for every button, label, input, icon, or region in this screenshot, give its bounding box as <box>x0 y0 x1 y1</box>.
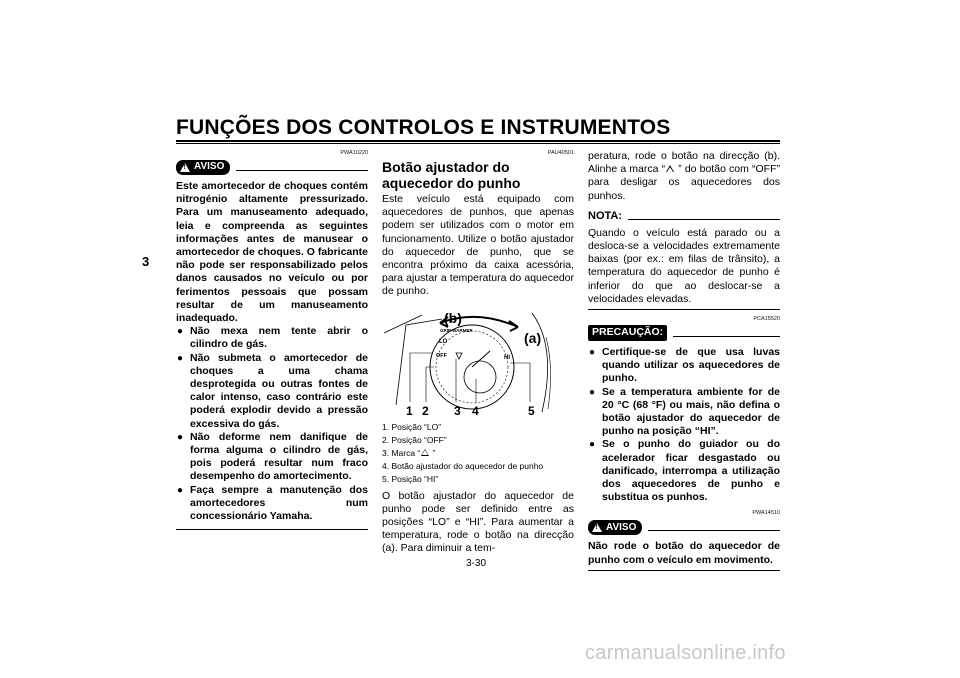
callout-1: 1 <box>406 403 413 417</box>
hi-text: HI <box>504 354 510 361</box>
rule <box>588 309 780 310</box>
rule <box>236 170 368 171</box>
precaution-bullet: ● Certifique-se de que usa luvas quando utilizar os aquecedores de punho. <box>588 346 780 386</box>
legend-item: 4. Botão ajustador do aquecedor de punho <box>382 460 544 471</box>
warning-bullet: ● Faça sempre a manutenção dos amortecedores num concessionário Yamaha. <box>176 484 368 524</box>
warning-bullet: ● Não submeta o amortecedor de choques a uma chama desprotegida ou outras fontes de calor intenso, caso contrário este poderá explodir devido a pressão excessiva do gás. <box>176 352 368 431</box>
precaution-badge: PRECAUÇÃO: <box>588 325 667 340</box>
column-notes <box>588 150 780 571</box>
off-text: OFF <box>436 352 447 359</box>
warning-text: Não rode o botão do aquecedor de punho com o veículo em movimento. <box>588 540 780 566</box>
legend-item: 2. Posição “OFF” <box>382 434 447 445</box>
warning-bullet: ● Não mexa nem tente abrir o cilindro de gás. <box>176 325 368 351</box>
rule <box>588 570 780 571</box>
ref-code: PWA14510 <box>752 510 780 517</box>
column-warning-shock <box>176 150 368 530</box>
legend-item: 5. Posição “HI” <box>382 473 439 484</box>
rule <box>648 530 780 531</box>
ref-code: PWA10220 <box>340 150 368 156</box>
warning-bullet: ● Não deforme nem danifique de forma alguma o cilindro de gás, pois poderá resultar num fraco desempenho do amortecimento. <box>176 431 368 484</box>
header-rule-thin <box>176 143 780 144</box>
warning-icon <box>180 163 190 172</box>
precaution-list <box>588 346 780 504</box>
warning-badge: ! AVISO <box>588 520 642 535</box>
label-b: (b) <box>444 309 462 326</box>
precaution-bullet: ● Se a temperatura ambiente for de 20 °C (68 °F) ou mais, não defina o botão ajustador do aquecedor de punho na posição “HI”. <box>588 386 780 439</box>
paragraph: Este veículo está equipado com aquecedores de punhos, que apenas podem ser utilizados com o motor em funcionamento. Utilize o botão ajustador do aquecedor de punho, que se encontra próximo da caixa acessória, para ajustar a temperatura do aquecedor de punho. <box>382 193 574 298</box>
legend-item: 3. Marca “ ” <box>382 447 436 458</box>
section-tab: 3 <box>142 254 150 269</box>
watermark: carmanualsonline.info <box>585 642 786 664</box>
triangle-mark-icon <box>421 449 429 456</box>
precaution-header <box>588 324 780 342</box>
warning-badge: ! AVISO <box>176 160 230 175</box>
nota-header <box>588 209 780 225</box>
ref-code: PAU40501 <box>547 150 574 156</box>
lo-text: LO <box>439 338 448 345</box>
callout-5: 5 <box>528 403 535 417</box>
header-rule <box>176 140 780 142</box>
grip-warmer-diagram <box>382 307 574 417</box>
nota-label: NOTA: <box>588 210 623 223</box>
grip-warmer-text: GRIP WARMER <box>440 327 473 333</box>
callout-2: 2 <box>422 403 429 417</box>
rule <box>673 336 780 337</box>
section-title: Botão ajustador do aquecedor do punho <box>382 159 521 191</box>
page-number: 3-30 <box>466 558 487 569</box>
rule <box>628 219 780 220</box>
warning-icon <box>592 523 602 532</box>
callout-4: 4 <box>472 403 479 417</box>
page-title: FUNÇÕES DOS CONTROLOS E INSTRUMENTOS <box>176 116 671 139</box>
precaution-bullet: ● Se o punho do guiador ou do acelerador ficar desgastado ou danificado, interrompa a utilização dos aquecedores de punho e substitua os punhos. <box>588 438 780 504</box>
paragraph: peratura, rode o botão na direcção (b). Alinhe a marca “ ” do botão com “OFF” para desligar os aquecedores dos punhos. <box>588 150 780 202</box>
ref-code: PCA15520 <box>753 316 780 323</box>
warning-header <box>176 158 368 176</box>
grip-warmer-figure <box>382 307 574 417</box>
paragraph: O botão ajustador do aquecedor de punho pode ser definido entre as posições “LO” e “HI”. Para aumentar a temperatura, rode o botão na direcção (a). Para diminuir a tem- <box>382 489 574 555</box>
nota-text: Quando o veículo está parado ou a desloca-se a velocidades extremamente baixas (por ex.: em filas de trânsito), a temperatura do aquecedor de punho é inferior do que ao deslocar-se a velocidades elevadas. <box>588 226 780 305</box>
column-grip-warmer <box>382 150 574 556</box>
triangle-mark-icon <box>666 165 674 172</box>
warning-intro: Este amortecedor de choques contém nitrogénio altamente pressurizado. Para um manuseamento adequado, leia e compreenda as seguintes informações antes de manusear o amortecedor de choques. O fabricante não pode ser responsabilizado pelos danos causados no veículo ou por ferimentos pessoais que possam resultar de um manuseamento inadequado. <box>176 180 368 325</box>
label-a: (a) <box>524 329 542 346</box>
legend-item: 1. Posição “LO” <box>382 421 442 432</box>
warning-header <box>588 518 780 536</box>
figure-legend <box>382 421 574 486</box>
rule <box>176 529 368 530</box>
callout-3: 3 <box>454 403 461 417</box>
